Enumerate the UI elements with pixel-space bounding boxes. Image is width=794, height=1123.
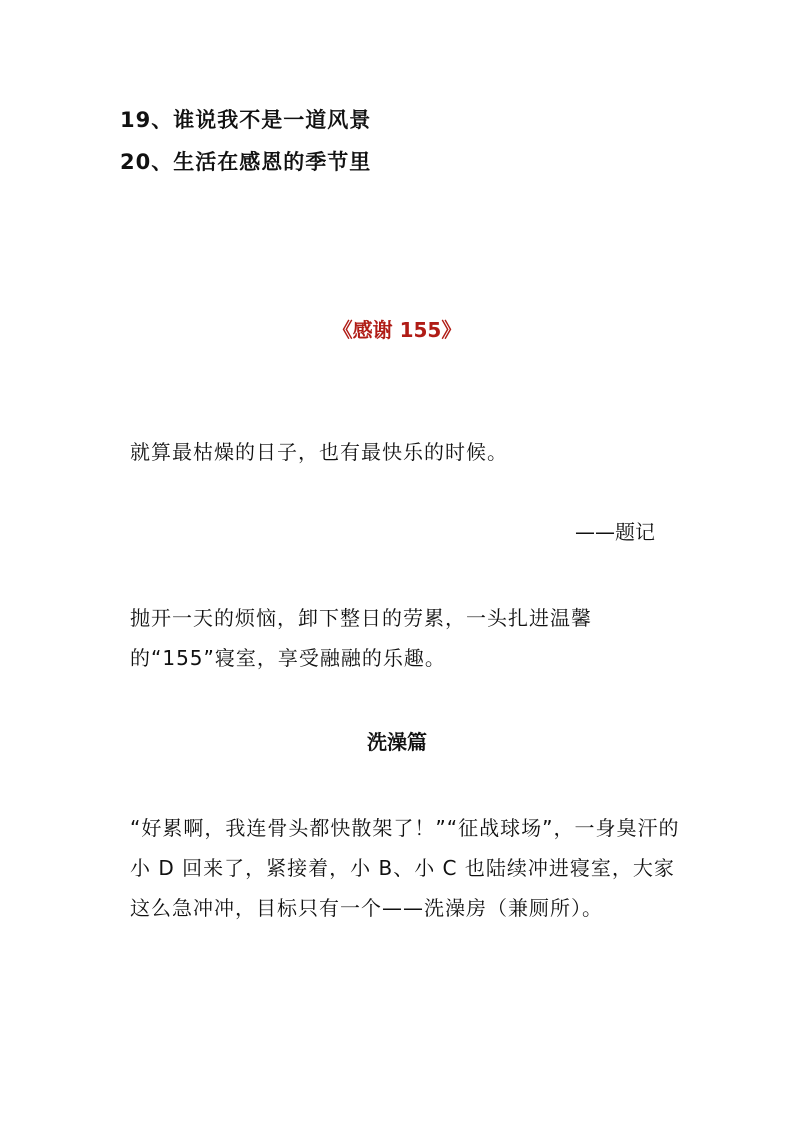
list-item-19: 19、谁说我不是一道风景 bbox=[120, 108, 372, 132]
epigraph-signature: ——题记 bbox=[575, 520, 655, 544]
paragraph-intro: 抛开一天的烦恼，卸下整日的劳累，一头扎进温馨的“155”寝室，享受融融的乐趣。 bbox=[130, 606, 592, 670]
paragraph-bath: “好累啊，我连骨头都快散架了！”“征战球场”，一身臭汗的小 D 回来了，紧接着，小 B、小 C 也陆续冲进寝室，大家这么急冲冲，目标只有一个——洗澡房（兼厕所）。 bbox=[130, 816, 680, 920]
section-heading: 洗澡篇 bbox=[367, 730, 427, 754]
list-item-20: 20、生活在感恩的季节里 bbox=[120, 150, 372, 174]
essay-title: 《感谢 155》 bbox=[332, 318, 462, 342]
epigraph: 就算最枯燥的日子，也有最快乐的时候。 bbox=[130, 440, 508, 464]
